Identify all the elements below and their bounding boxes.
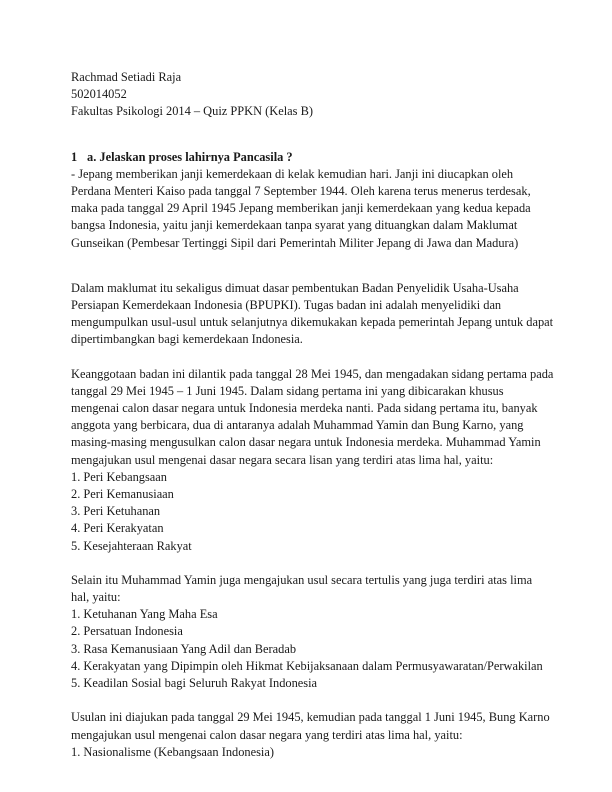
list-item: 2. Peri Kemanusiaan xyxy=(71,486,174,501)
paragraph-1 xyxy=(71,166,551,252)
course-title: Fakultas Psikologi 2014 – Quiz PPKN (Kelas B) xyxy=(71,104,313,119)
paragraph-line: mengumpulkan usul-usul untuk selanjutnya dikemukakan kepada pemerintah Jepang untuk dapat xyxy=(71,315,554,330)
list-item: 5. Keadilan Sosial bagi Seluruh Rakyat Indonesia xyxy=(71,676,318,690)
list-lisan xyxy=(71,469,551,555)
paragraph-line: Persiapan Kemerdekaan Indonesia (BPUPKI). Tugas badan ini adalah menyelidiki dan xyxy=(71,297,502,312)
spacer xyxy=(71,692,551,709)
paragraph-line: bangsa Indonesia, yaitu janji kemerdekaan tanpa syarat yang dituangkan dalam Maklumat xyxy=(71,218,518,233)
paragraph-line: maka pada tanggal 29 April 1945 Jepang memberikan janji kemerdekaan yang kedua kepada xyxy=(71,201,531,216)
paragraph-5 xyxy=(71,709,551,743)
author-name: Rachmad Setiadi Raja xyxy=(71,70,182,84)
list-item: 4. Peri Kerakyatan xyxy=(71,521,164,536)
question-number: 1 xyxy=(71,149,78,164)
spacer xyxy=(71,555,551,572)
list-item: 3. Rasa Kemanusiaan Yang Adil dan Beradab xyxy=(71,641,297,656)
question-label: a. Jelaskan proses lahirnya Pancasila ? xyxy=(87,149,293,164)
spacer xyxy=(71,252,551,280)
paragraph-3 xyxy=(71,366,554,469)
paragraph-4 xyxy=(71,572,551,606)
list-bung-karno xyxy=(71,744,551,761)
paragraph-line: mengenai calon dasar negara untuk Indonesia merdeka nanti. Pada sidang pertama itu, banyak xyxy=(71,401,538,415)
list-item: 1. Ketuhanan Yang Maha Esa xyxy=(71,607,218,622)
student-id: 502014052 xyxy=(71,87,127,102)
list-item: 2. Persatuan Indonesia xyxy=(71,624,183,639)
document-body xyxy=(71,69,554,761)
author-header xyxy=(71,69,551,121)
paragraph-line: tanggal 29 Mei 1945 – 1 Juni 1945. Dalam sidang pertama ini yang dibicarakan khusus xyxy=(71,383,504,398)
paragraph-line: masing-masing mengusulkan calon dasar negara untuk Indonesia merdeka. Muhammad Yamin xyxy=(71,435,541,450)
spacer xyxy=(71,348,551,365)
paragraph-line: dipertimbangkan bagi kemerdekaan Indonesia. xyxy=(71,332,303,347)
list-item: 5. Kesejahteraan Rakyat xyxy=(71,538,192,553)
paragraph-line: Gunseikan (Pembesar Tertinggi Sipil dari Pemerintah Militer Jepang di Jawa dan Madura) xyxy=(71,235,519,250)
list-item: 4. Kerakyatan yang Dipimpin oleh Hikmat Kebijaksanaan dalam Permusyawaratan/Perwakilan xyxy=(71,658,543,673)
list-item: 3. Peri Ketuhanan xyxy=(71,504,161,519)
question-heading xyxy=(71,149,551,166)
paragraph-2 xyxy=(71,280,554,349)
paragraph-line: anggota yang berbicara, dua di antaranya adalah Muhammad Yamin dan Bung Karno, yang xyxy=(71,418,524,433)
paragraph-line: mengajukan usul mengenai calon dasar negara yang terdiri atas lima hal, yaitu: xyxy=(71,727,463,742)
paragraph-line: - Jepang memberikan janji kemerdekaan di kelak kemudian hari. Janji ini diucapkan oleh xyxy=(71,166,514,181)
spacer xyxy=(71,121,551,149)
list-item: 1. Peri Kebangsaan xyxy=(71,469,167,484)
paragraph-line: Selain itu Muhammad Yamin juga mengajukan usul secara tertulis yang juga terdiri atas lima xyxy=(71,572,533,587)
list-tertulis xyxy=(71,606,551,692)
paragraph-line: Keanggotaan badan ini dilantik pada tanggal 28 Mei 1945, dan mengadakan sidang pertama pada xyxy=(71,366,554,381)
paragraph-line: hal, yaitu: xyxy=(71,590,121,605)
paragraph-line: Perdana Menteri Kaiso pada tanggal 7 September 1944. Oleh karena terus menerus terdesak, xyxy=(71,183,531,198)
paragraph-line: mengajukan usul mengenai dasar negara secara lisan yang terdiri atas lima hal, yaitu: xyxy=(71,452,494,467)
paragraph-line: Dalam maklumat itu sekaligus dimuat dasar pembentukan Badan Penyelidik Usaha-Usaha xyxy=(71,280,519,295)
paragraph-line: Usulan ini diajukan pada tanggal 29 Mei 1945, kemudian pada tanggal 1 Juni 1945, Bung Karno xyxy=(71,710,550,725)
list-item: 1. Nasionalisme (Kebangsaan Indonesia) xyxy=(71,744,275,759)
